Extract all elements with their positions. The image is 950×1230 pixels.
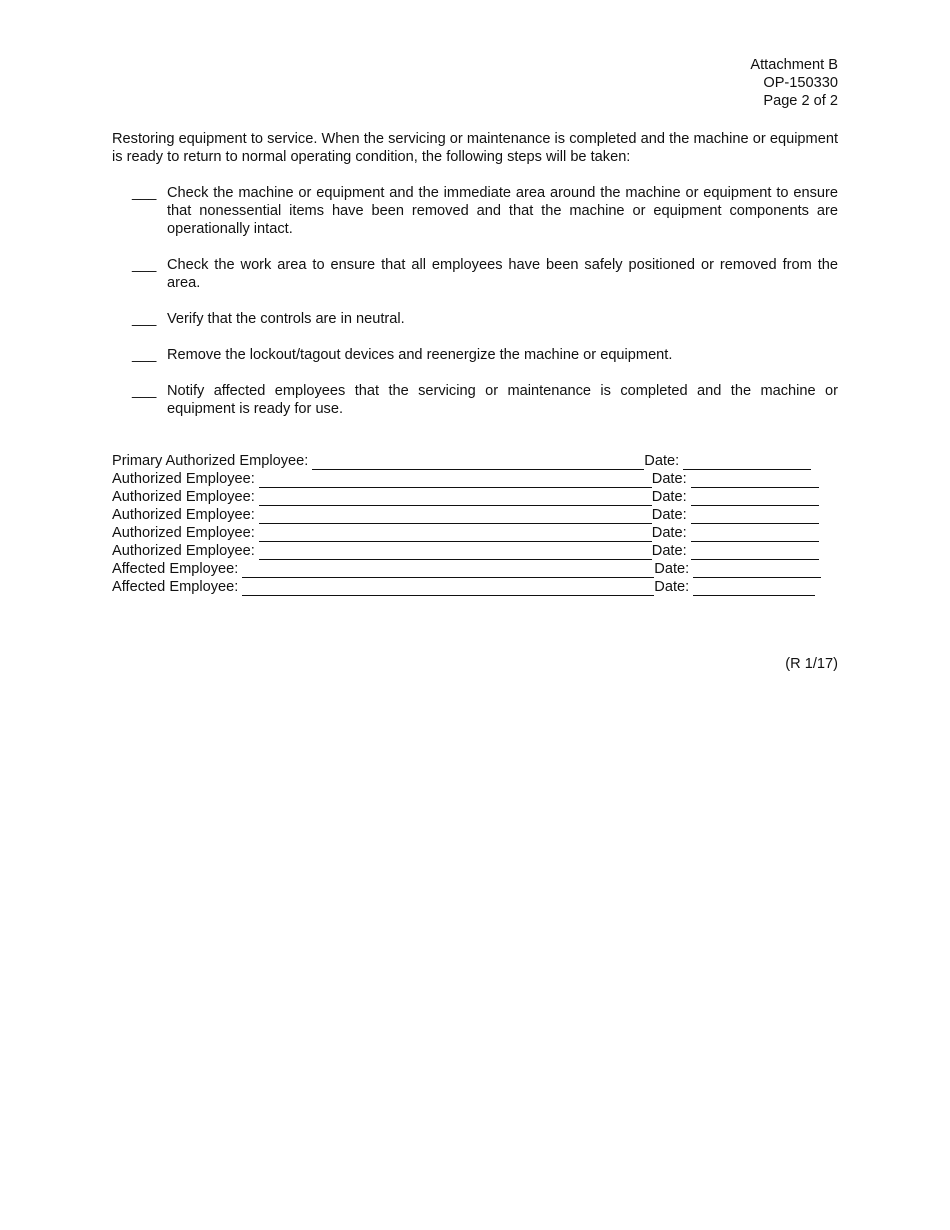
checklist-blank[interactable]: ___ (132, 257, 157, 273)
signature-row (112, 542, 842, 560)
signature-line[interactable] (312, 455, 644, 470)
checklist-item (132, 310, 838, 328)
signature-label: Authorized Employee: (112, 543, 255, 559)
signature-row (112, 560, 842, 578)
date-label: Date: (651, 543, 687, 559)
signature-label: Authorized Employee: (112, 525, 255, 541)
signature-row (112, 506, 842, 524)
signature-line[interactable] (259, 545, 652, 560)
signature-line[interactable] (242, 563, 654, 578)
signature-block (112, 452, 842, 596)
page-header (750, 56, 838, 110)
checklist-item-text: Check the machine or equipment and the immediate area around the machine or equipment to ensure that nonessential items have been removed and that the machine or equipment components are operationally intact. (167, 185, 838, 237)
signature-row (112, 578, 842, 596)
checklist-item (132, 256, 838, 292)
date-line[interactable] (691, 509, 819, 524)
checklist-item-text: Notify affected employees that the servicing or maintenance is completed and the machine or equipment is ready for use. (167, 383, 838, 417)
date-label: Date: (651, 471, 687, 487)
signature-line[interactable] (259, 527, 652, 542)
date-line[interactable] (693, 581, 815, 596)
signature-label: Authorized Employee: (112, 489, 255, 505)
date-line[interactable] (693, 563, 821, 578)
signature-label: Primary Authorized Employee: (112, 453, 309, 469)
checklist-item-text: Verify that the controls are in neutral. (167, 311, 405, 327)
checklist-blank[interactable]: ___ (132, 311, 157, 327)
signature-row (112, 452, 842, 470)
signature-line[interactable] (242, 581, 654, 596)
checklist-item-text: Check the work area to ensure that all employees have been safely positioned or removed from the area. (167, 257, 838, 291)
checklist-item (132, 346, 838, 364)
checklist-blank[interactable]: ___ (132, 347, 157, 363)
document-number: OP-150330 (763, 75, 838, 91)
attachment-label: Attachment B (750, 57, 838, 73)
date-line[interactable] (691, 491, 819, 506)
signature-line[interactable] (259, 491, 652, 506)
date-label: Date: (654, 561, 690, 577)
date-label: Date: (651, 489, 687, 505)
date-label: Date: (654, 579, 690, 595)
checklist-item (132, 382, 838, 418)
signature-row (112, 470, 842, 488)
signature-line[interactable] (259, 473, 652, 488)
date-line[interactable] (691, 527, 819, 542)
date-label: Date: (644, 453, 680, 469)
signature-label: Affected Employee: (112, 561, 239, 577)
signature-row (112, 488, 842, 506)
revision-code: (R 1/17) (785, 656, 838, 672)
page-number: Page 2 of 2 (763, 93, 838, 109)
signature-line[interactable] (259, 509, 652, 524)
signature-label: Authorized Employee: (112, 507, 255, 523)
checklist (132, 184, 838, 436)
signature-row (112, 524, 842, 542)
date-line[interactable] (683, 455, 811, 470)
checklist-item-text: Remove the lockout/tagout devices and reenergize the machine or equipment. (167, 347, 673, 363)
checklist-item (132, 184, 838, 238)
intro-paragraph: Restoring equipment to service. When the servicing or maintenance is completed and the machine or equipment is ready to return to normal operating condition, the following steps will be taken: (112, 131, 838, 165)
date-line[interactable] (691, 473, 819, 488)
checklist-blank[interactable]: ___ (132, 383, 157, 399)
signature-label: Authorized Employee: (112, 471, 255, 487)
signature-label: Affected Employee: (112, 579, 239, 595)
checklist-blank[interactable]: ___ (132, 185, 157, 201)
date-line[interactable] (691, 545, 819, 560)
date-label: Date: (651, 507, 687, 523)
date-label: Date: (651, 525, 687, 541)
